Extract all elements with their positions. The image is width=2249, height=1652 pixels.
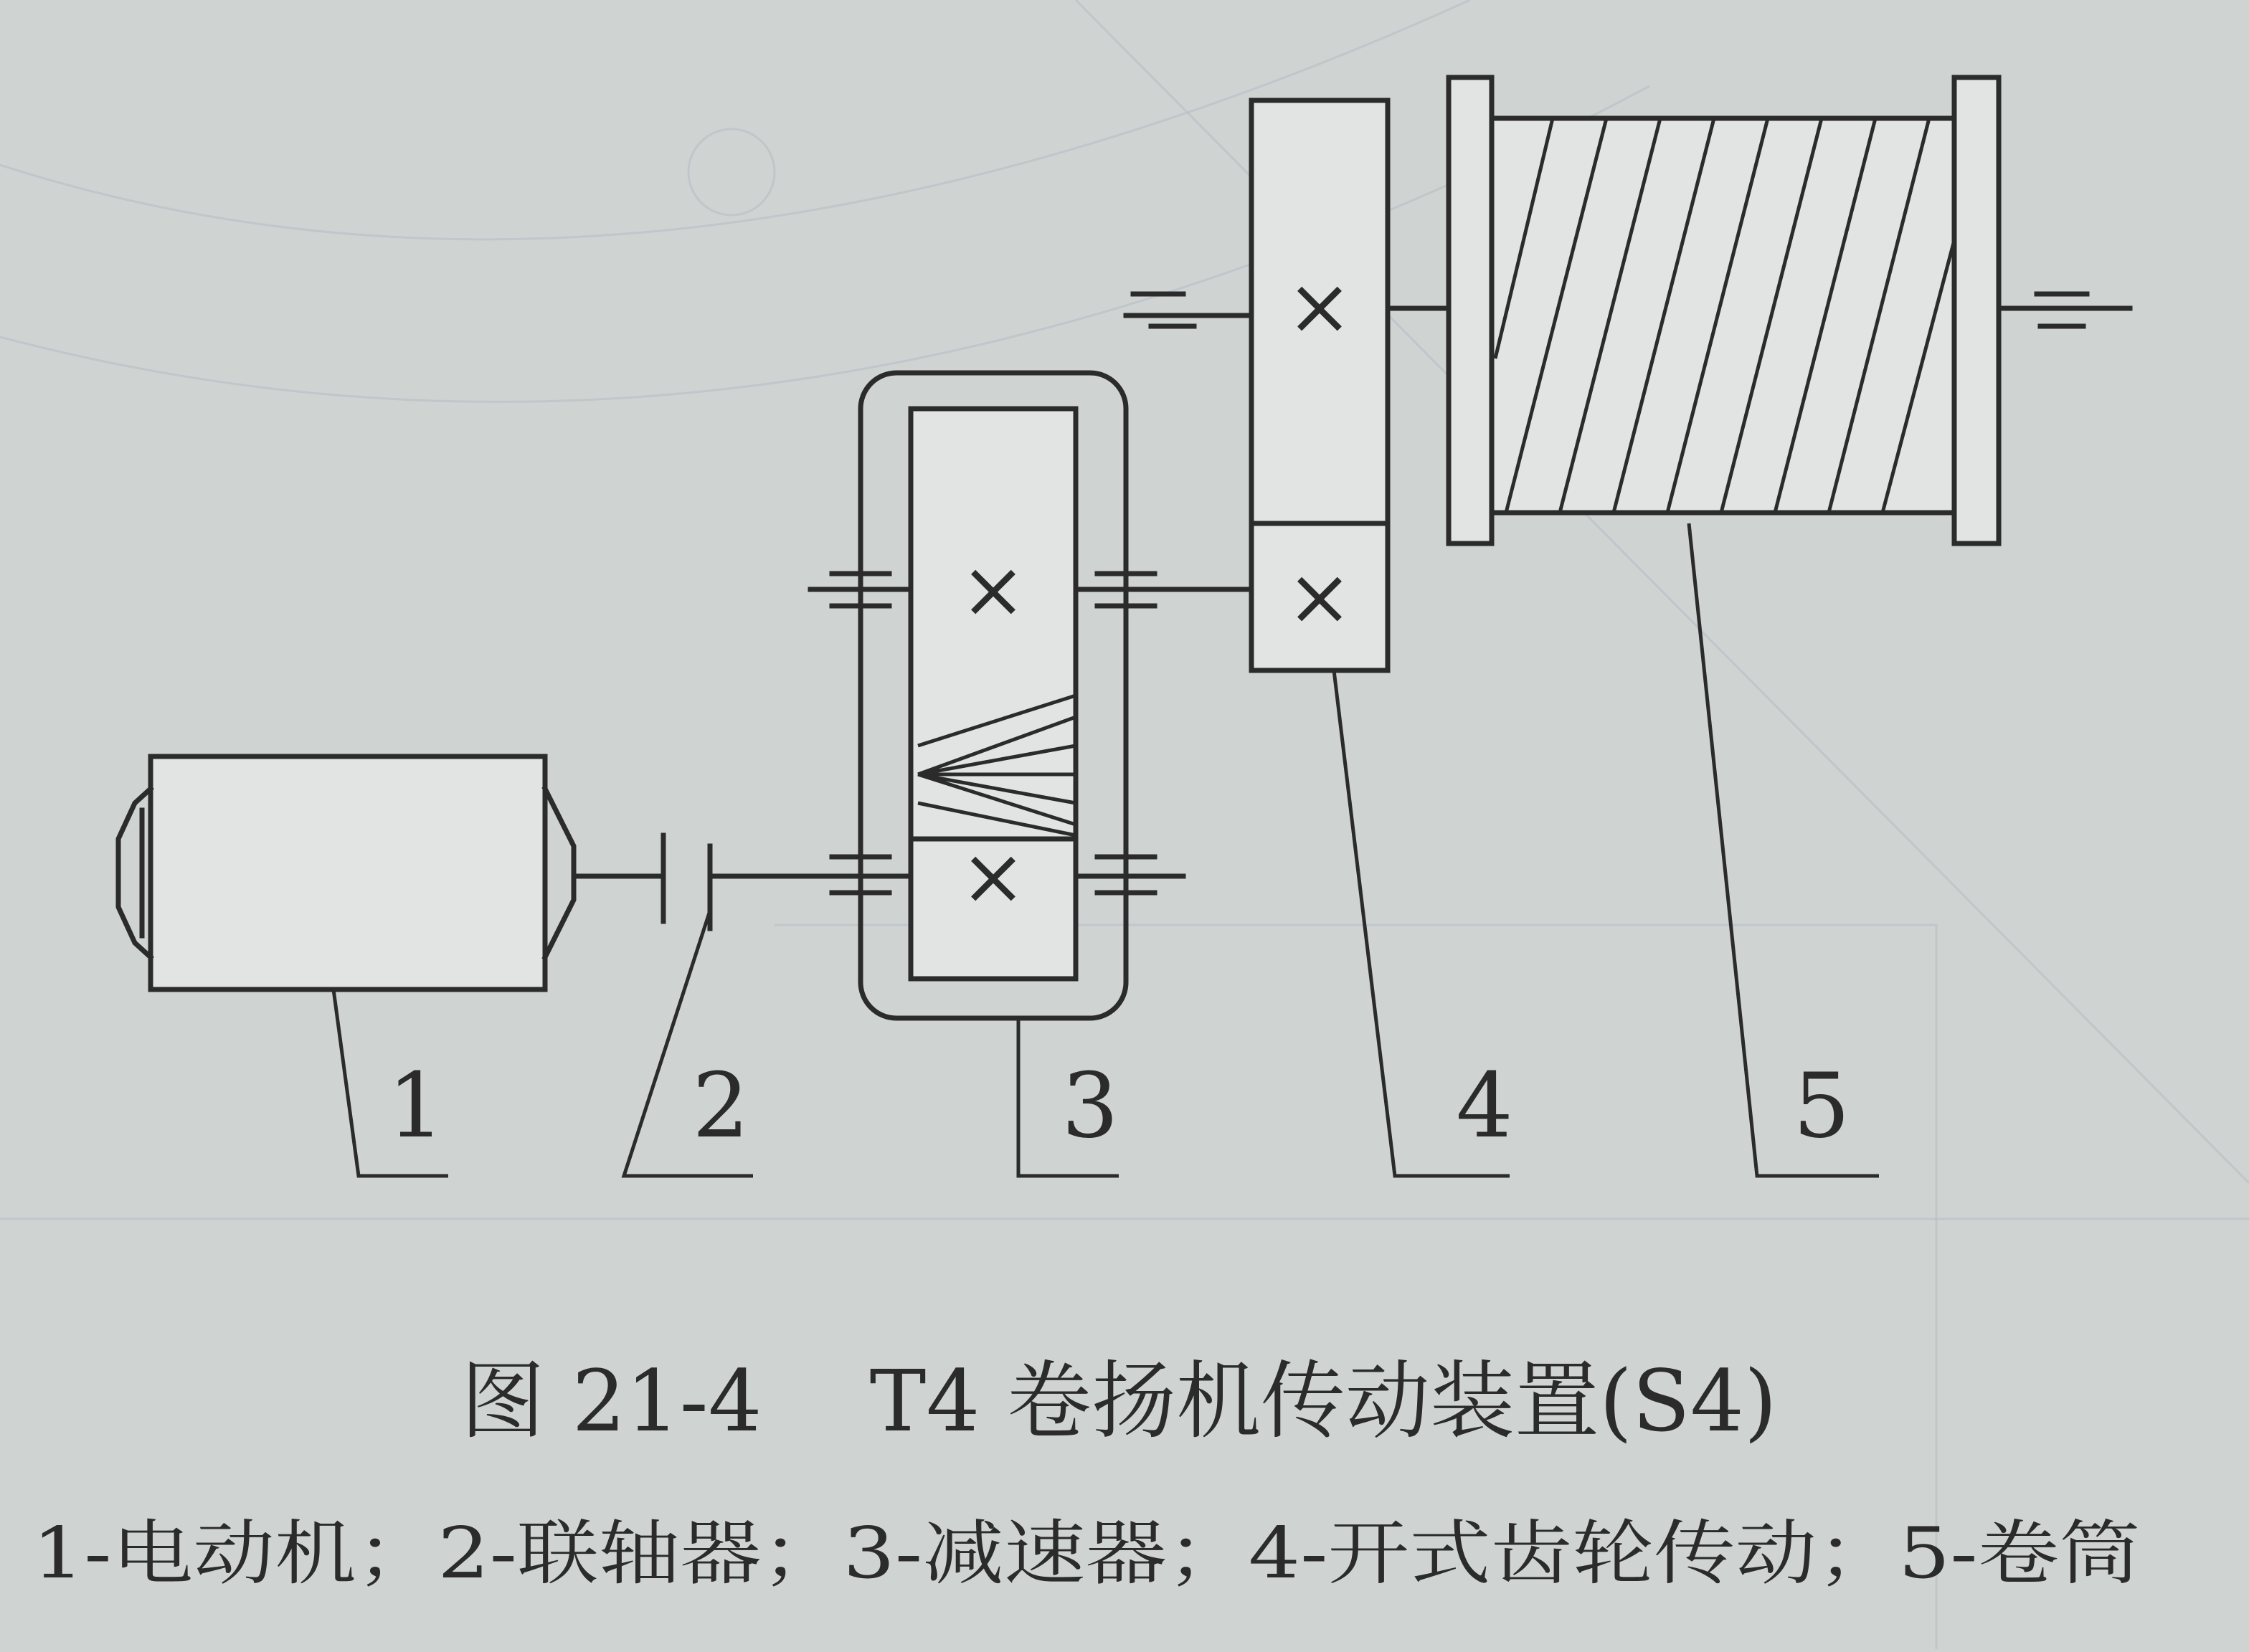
- callout-4: 4: [1456, 1054, 1513, 1158]
- open-gear-small-mark: ×: [1286, 551, 1353, 642]
- figure-legend: 1-电动机；2-联轴器；3-减速器；4-开式齿轮传动；5-卷筒: [32, 1513, 2141, 1595]
- callout-5: 5: [1793, 1054, 1850, 1158]
- reducer: [810, 373, 1255, 1018]
- reducer-top-gear-mark: ×: [960, 543, 1027, 635]
- coupling: [663, 835, 889, 929]
- figure-caption: 图 21-4 T4 卷扬机传动装置(S4): [460, 1352, 1777, 1451]
- callout-3: 3: [1061, 1054, 1119, 1158]
- motor: [118, 756, 663, 989]
- callout-2: 2: [692, 1054, 749, 1158]
- callout-1: 1: [387, 1054, 445, 1158]
- drum: [1449, 77, 2130, 543]
- open-gear-large-mark: ×: [1286, 260, 1353, 352]
- reducer-bottom-gear-mark: ×: [960, 830, 1027, 922]
